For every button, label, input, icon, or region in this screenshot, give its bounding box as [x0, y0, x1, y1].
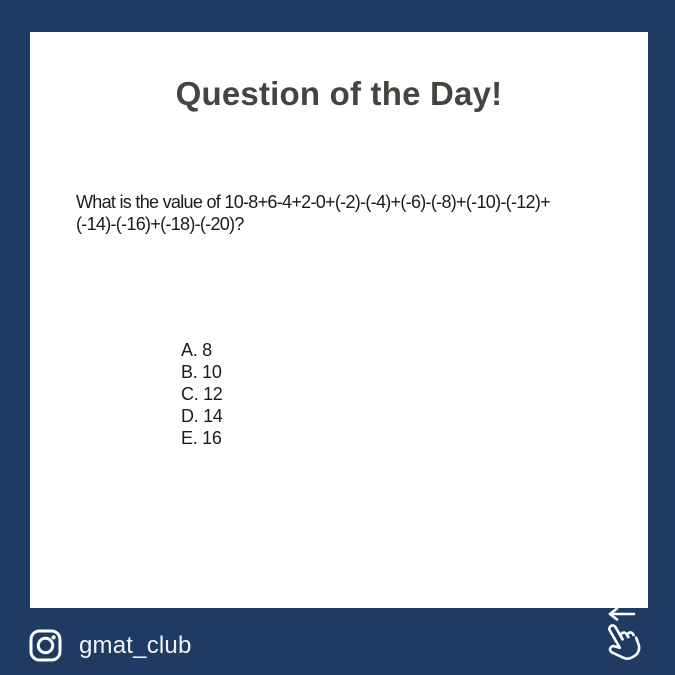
swipe-left-hand-icon	[597, 603, 653, 667]
arrow-left-icon	[610, 609, 634, 620]
question-text	[76, 191, 616, 235]
answer-option-e: E. 16	[181, 428, 222, 448]
answer-option-a: A. 8	[181, 340, 212, 360]
question-line-1: What is the value of 10-8+6-4+2-0+(-2)-(-4)+(-6)-(-8)+(-10)-(-12)+	[76, 192, 550, 212]
answer-option-b: B. 10	[181, 362, 222, 382]
page-title: Question of the Day!	[175, 75, 503, 112]
footer-bar	[29, 629, 192, 662]
instagram-icon	[29, 629, 62, 662]
answer-option-d: D. 14	[181, 406, 223, 426]
account-handle: gmat_club	[79, 631, 192, 659]
question-card	[30, 32, 648, 608]
answer-options	[181, 339, 223, 449]
answer-option-c: C. 12	[181, 384, 223, 404]
question-line-2: (-14)-(-16)+(-18)-(-20)?	[76, 214, 244, 234]
